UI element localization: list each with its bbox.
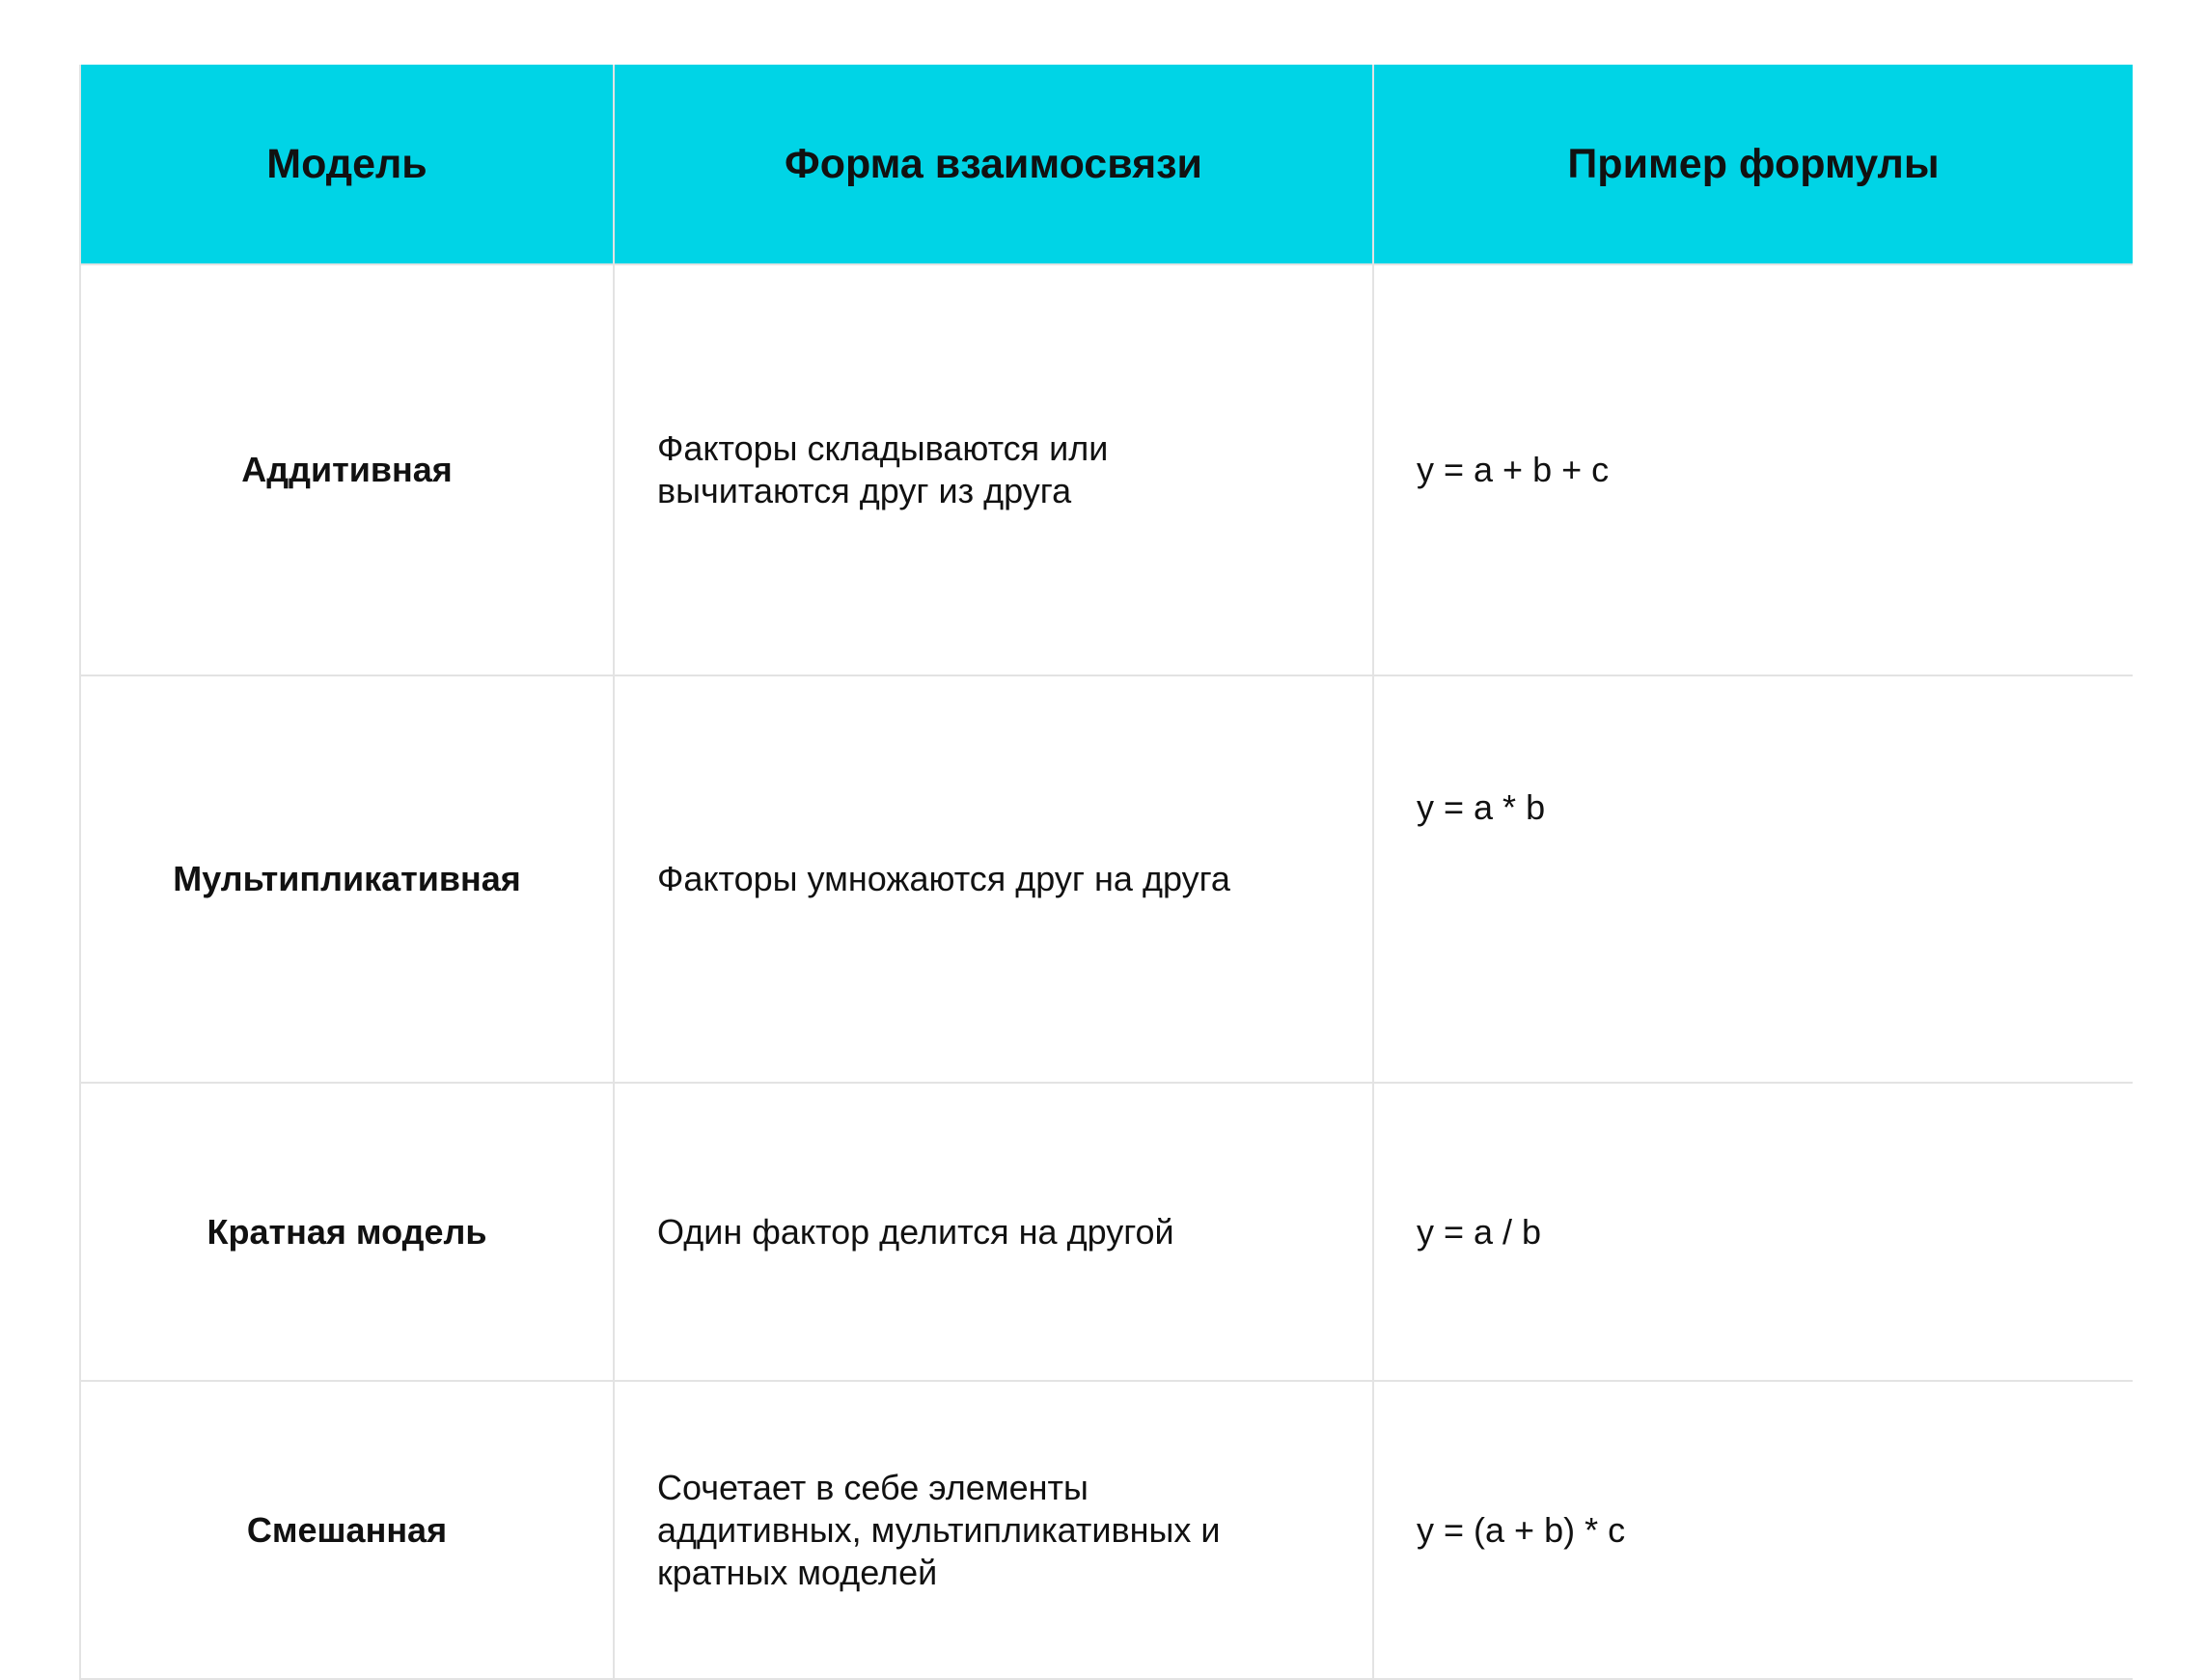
models-table-container [79, 65, 2132, 1680]
table-body [80, 264, 2133, 1679]
relation-cell [614, 264, 1373, 675]
table-header [80, 65, 2133, 264]
model-cell: Смешанная [80, 1381, 614, 1679]
formula-cell: y = a + b + c [1373, 264, 2133, 675]
table-row [80, 1083, 2133, 1381]
formula-cell: y = a / b [1373, 1083, 2133, 1381]
relation-cell: Факторы умножаются друг на друга [614, 675, 1373, 1083]
model-cell: Аддитивная [80, 264, 614, 675]
header-row [80, 65, 2133, 264]
relation-text: Сочетает в себе элементы аддитивных, мультипликативных и кратных моделей [657, 1467, 1221, 1592]
header-formula-example: Пример формулы [1373, 65, 2133, 264]
header-model: Модель [80, 65, 614, 264]
model-cell: Кратная модель [80, 1083, 614, 1381]
header-relation-form: Форма взаимосвязи [614, 65, 1373, 264]
models-table [79, 65, 2133, 1680]
model-cell: Мультипликативная [80, 675, 614, 1083]
formula-cell: y = a * b [1373, 675, 2133, 1083]
relation-text: Факторы складываются или вычитаются друг из друга [657, 428, 1109, 510]
relation-cell [614, 1381, 1373, 1679]
formula-cell: y = (a + b) * c [1373, 1381, 2133, 1679]
table-row [80, 675, 2133, 1083]
table-row [80, 264, 2133, 675]
relation-cell: Один фактор делится на другой [614, 1083, 1373, 1381]
table-row [80, 1381, 2133, 1679]
